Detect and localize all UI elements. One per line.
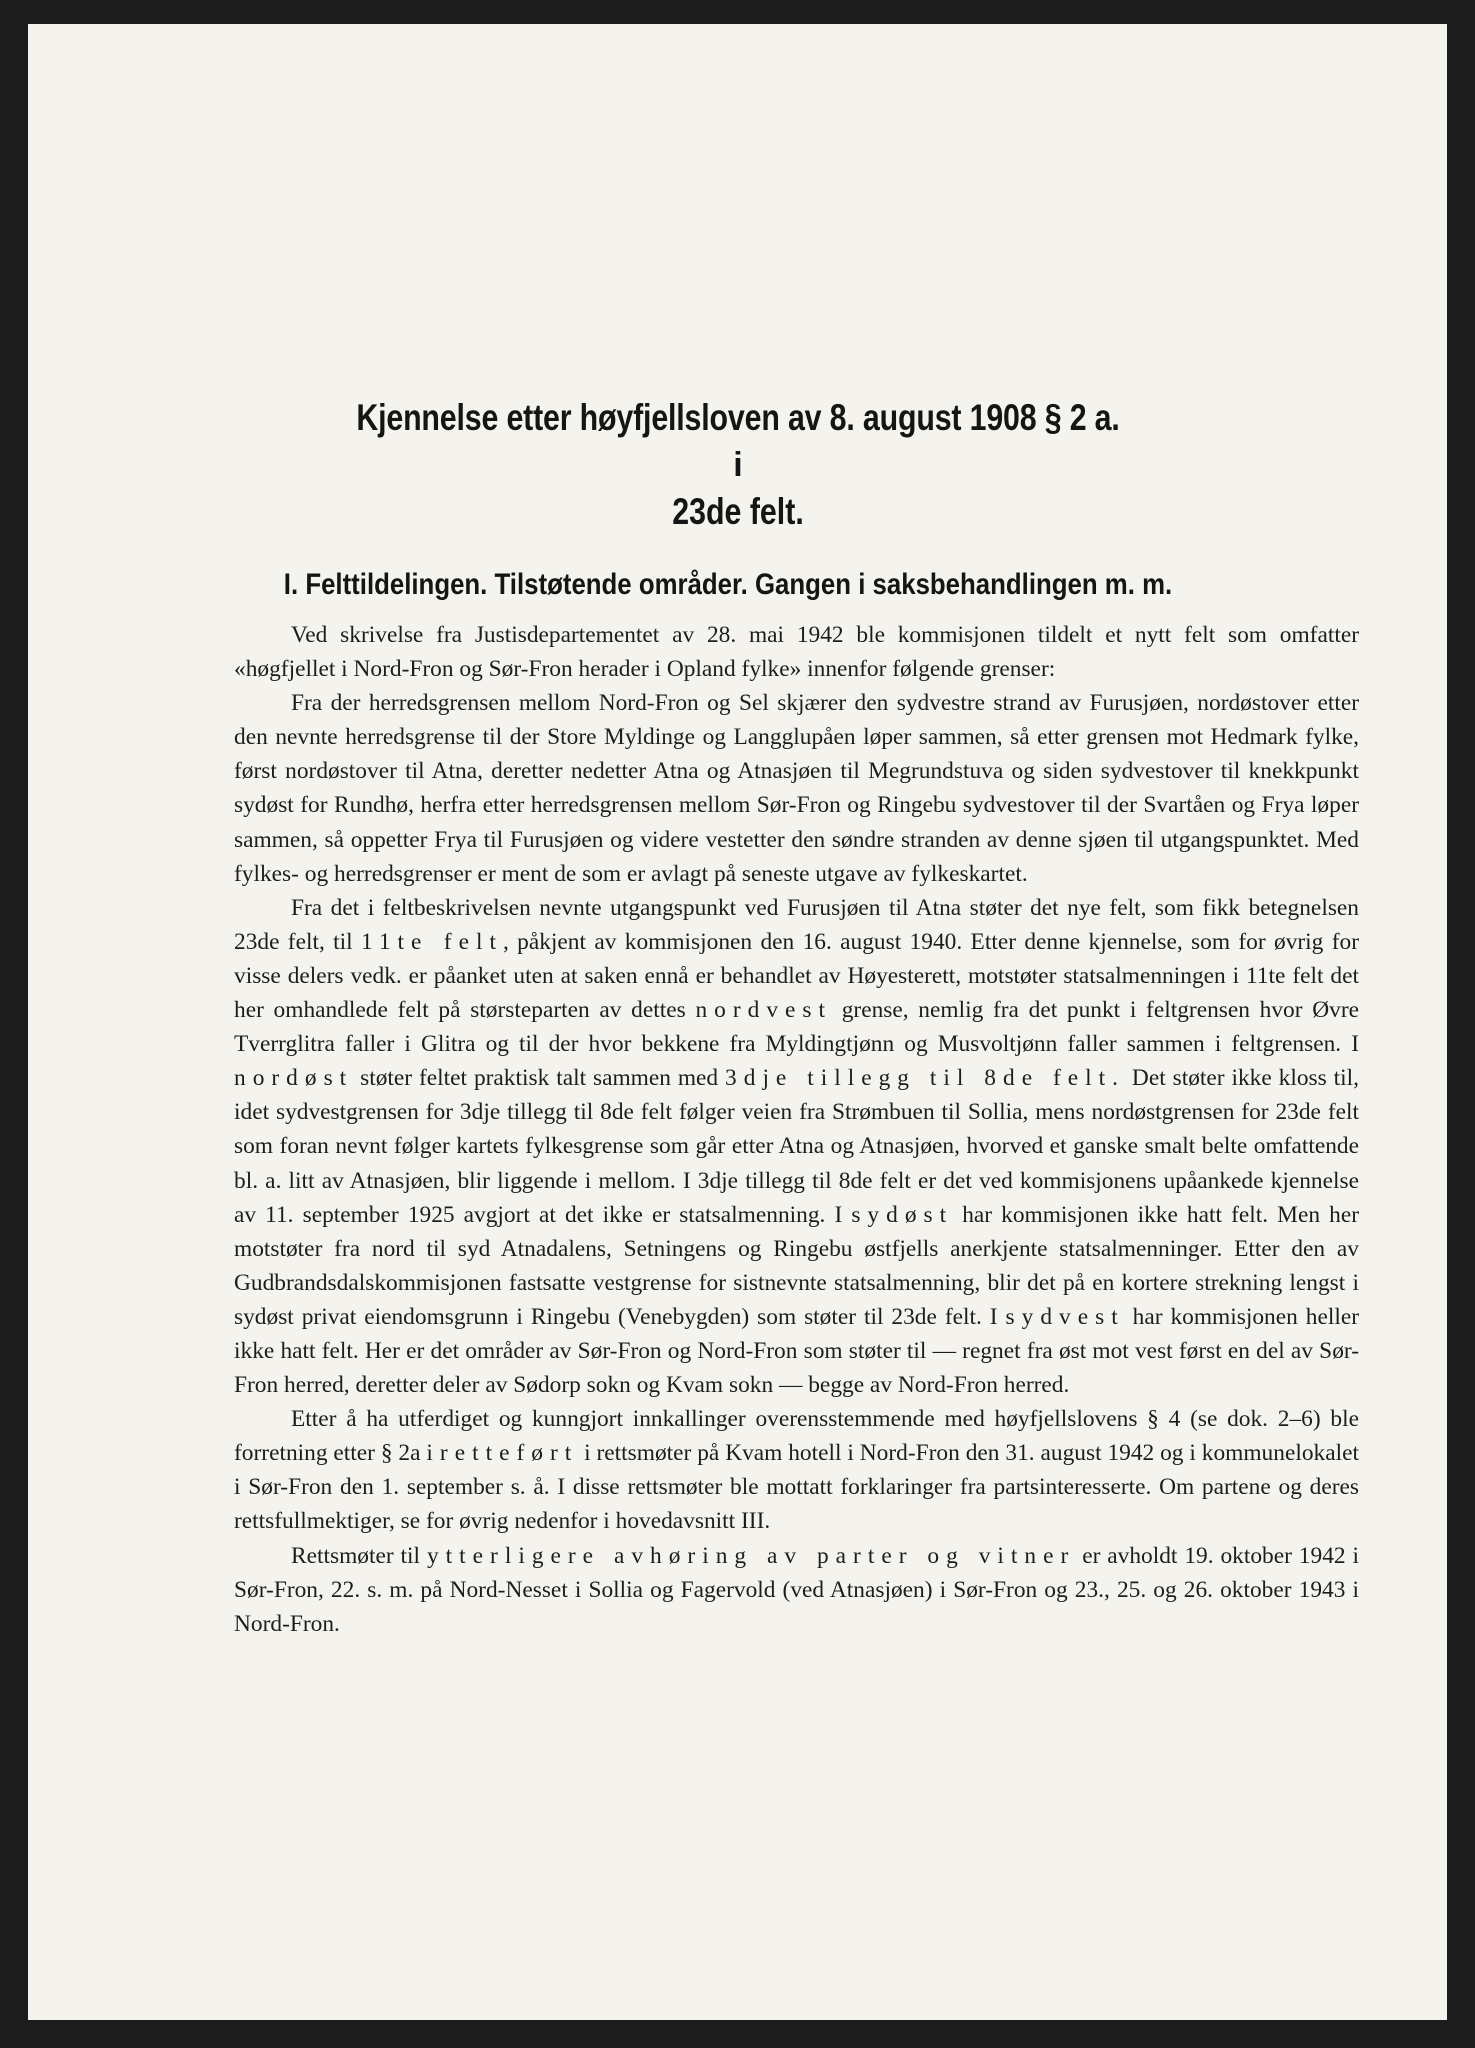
spaced-emphasis: iretteført: [426, 1440, 579, 1467]
field-title: 23de felt.: [672, 491, 804, 532]
text-run: i rettsmøter på Kvam hotell i Nord-Fron den 31. august 1942 og i kommunelokalet i Sør-Fron den 1. september s. å. I disse rettsmøter ble mottatt forklaringer fra partsinteresserte. Om partene og deres rettsfullmektiger, se for øvrig nedenfor i hovedavsnitt III.: [234, 1440, 1359, 1535]
spaced-emphasis: 3dje tillegg til 8de felt.: [725, 1065, 1125, 1092]
document-page: [28, 24, 1447, 2020]
paragraph-3: [234, 891, 1359, 1402]
spaced-emphasis: sydvest: [1005, 1303, 1125, 1330]
spaced-emphasis: ytterligere avhøring av parter og vitner: [426, 1542, 1076, 1569]
spaced-emphasis: 11te felt: [361, 928, 503, 955]
text-run: har kommisjonen ikke hatt felt. Men her motstøter fra nord til syd Atnadalens, Setningens og Ringebu østfjells anerkjente statsalmenninger. Etter den av Gudbrandsdalskommisjonen fastsatte vestgrense for sistnevnte statsalmenning, blir det på en kortere strekning lengst i sydøst privat eiendomsgrunn i Ringebu (Venebygden) som støter til 23de felt. I: [234, 1201, 1359, 1330]
heading-block: [188, 394, 1288, 536]
text-run: støter feltet praktisk talt sammen med: [360, 1065, 719, 1092]
text-run: , påkjent av kommisjonen den 16. august 1940. Etter denne kjennelse, som for øvrig for visse delers vedk. er påanket uten at saken ennå er behandlet av Høyesterett, motstøter statsalmenningen i 11te felt det her omhandlede felt på størsteparten av dettes: [234, 928, 1359, 1024]
text-run: Fra det i feltbeskrivelsen nevnte utgangspunkt ved Furusjøen til Atna støter det nye felt, som fikk betegnelsen 23de felt, til: [234, 894, 1359, 955]
title-connector: i: [733, 446, 743, 484]
text-run: grense, nemlig fra det punkt i feltgrensen hvor Øvre Tverrglitra faller i Glitra og til der hvor bekkene fra Myldingtjønn og Musvoltjønn faller sammen i feltgrensen. I: [234, 997, 1359, 1058]
text-run: har kommisjonen heller ikke hatt felt. Her er det områder av Sør-Fron og Nord-Fron som støter til — regnet fra øst mot vest først en del av Sør-Fron herred, deretter deler av Sødorp sokn og Kvam sokn — begge av Nord-Fron herred.: [234, 1303, 1360, 1399]
document-title: Kjennelse etter høyfjellsloven av 8. august 1908 § 2 a.: [356, 397, 1120, 438]
text-run: Rettsmøter til: [291, 1542, 421, 1569]
spaced-emphasis: sydøst: [851, 1201, 954, 1228]
paragraph-1: Ved skrivelse fra Justisdepartementet av 28. mai 1942 ble kommisjonen tildelt et nytt felt som omfatter «høgfjellet i Nord-Fron og Sør-Fron herader i Opland fylke» innenfor følgende grenser:: [234, 622, 1359, 683]
text-run: Etter å ha utferdiget og kunngjort innkallinger overensstemmende med høyfjellslovens § 4 (se dok. 2–6) ble forretning etter § 2a: [234, 1406, 1359, 1467]
text-run: er avholdt 19. oktober 1942 i Sør-Fron, 22. s. m. på Nord-Nesset i Sollia og Fagervold (ved Atnasjøen) i Sør-Fron og 23., 25. og 26. oktober 1943 i Nord-Fron.: [234, 1542, 1359, 1637]
spaced-emphasis: nordøst: [234, 1065, 354, 1092]
body-text: [234, 618, 1359, 1641]
text-run: Det støter ikke kloss til, idet sydvestgrensen for 3dje tillegg til 8de felt følger veien fra Strømbuen til Sollia, mens nordøstgrensen for 23de felt som foran nevnt følger kartets fylkesgrense som går etter Atna og Atnasjøen, hvorved et ganske smalt belte omfattende bl. a. litt av Atnasjøen, blir liggende i mellom. I 3dje tillegg til 8de felt er det ved kommisjonens upåankede kjennelse av 11. september 1925 avgjort at det ikke er statsalmenning. I: [234, 1065, 1359, 1228]
section-title: I. Felttildelingen. Tilstøtende områder. Gangen i saksbehandlingen m. m.: [283, 568, 1173, 601]
paragraph-4: [234, 1402, 1359, 1538]
paragraph-2: Fra der herredsgrensen mellom Nord-Fron og Sel skjærer den sydvestre strand av Furusjøen, nordøstover etter den nevnte herredsgrense til der Store Myldinge og Langglupåen løper sammen, så etter grensen mot Hedmark fylke, først nordøstover til Atna, deretter nedetter Atna og Atnasjøen til Megrundstuva og siden sydvestover til knekkpunkt sydøst for Rundhø, herfra etter herredsgrensen mellom Sør-Fron og Ringebu sydvestover til der Svartåen og Frya løper sammen, så oppetter Frya til Furusjøen og videre vestetter den søndre stranden av denne sjøen til utgangspunktet. Med fylkes- og herredsgrenser er ment de som er avlagt på seneste utgave av fylkeskartet.: [234, 690, 1359, 887]
paragraph-5: [234, 1539, 1359, 1641]
spaced-emphasis: nordvest: [695, 997, 833, 1024]
